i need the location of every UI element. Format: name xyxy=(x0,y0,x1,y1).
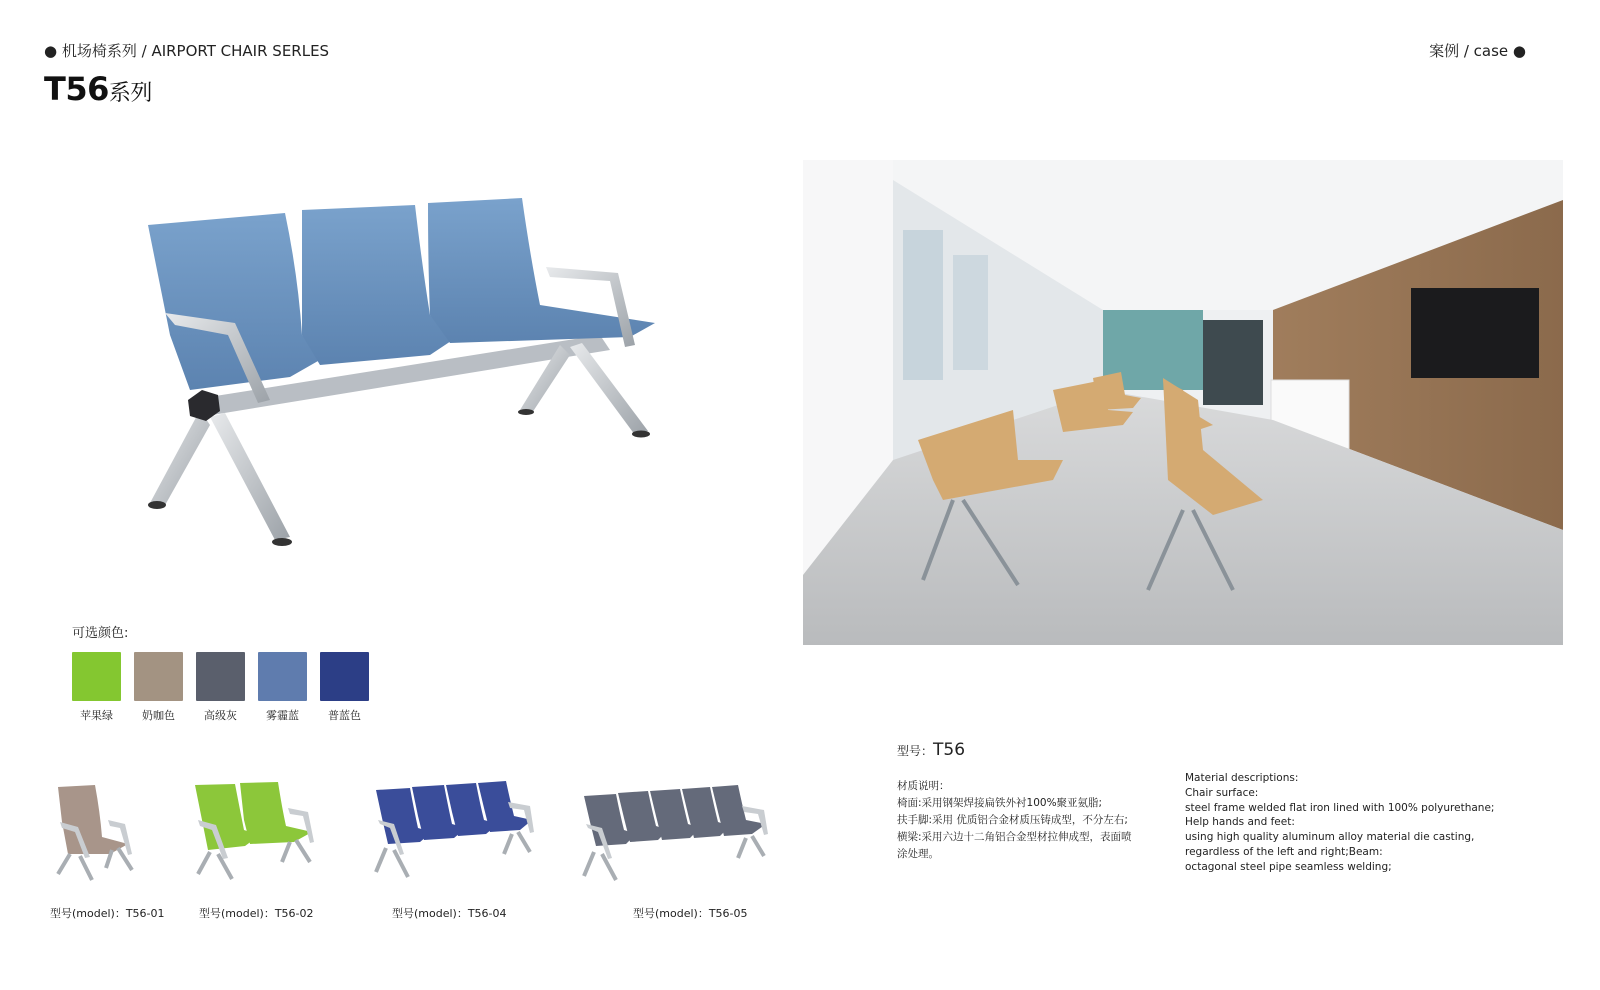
chair-4-seat-illustration xyxy=(372,778,542,878)
model-block xyxy=(897,740,965,760)
spec-cn-line: 椅面:采用钢架焊接扁铁外衬100%聚亚氨脂; xyxy=(897,797,1103,809)
color-swatch xyxy=(72,652,121,723)
case-label: 案例 / case ● xyxy=(1429,42,1526,60)
model-value: T56 xyxy=(933,740,966,760)
color-name: 苹果绿 xyxy=(80,709,113,722)
spec-en-line: using high quality aluminum alloy material die casting, xyxy=(1185,831,1475,844)
variant-label: 型号(model)：T56-02 xyxy=(199,907,314,920)
color-name: 奶咖色 xyxy=(142,709,175,722)
color-chip xyxy=(196,652,245,701)
chair-5-seat-illustration xyxy=(580,782,775,882)
spec-cn-line: 扶手脚:采用 优质铝合金材质压铸成型，不分左右; xyxy=(897,814,1128,826)
spec-en-line: Help hands and feet: xyxy=(1185,816,1295,829)
color-chip xyxy=(320,652,369,701)
model-label: 型号： xyxy=(897,744,934,758)
color-chip xyxy=(134,652,183,701)
color-name: 雾霾蓝 xyxy=(266,709,299,722)
color-chip xyxy=(258,652,307,701)
color-chip xyxy=(72,652,121,701)
spec-en-line: octagonal steel pipe seamless welding; xyxy=(1185,860,1392,873)
page-title xyxy=(44,70,152,108)
chair-2-seat-illustration xyxy=(190,780,320,880)
chair-1-seat-illustration xyxy=(50,782,140,882)
variant-t56-05 xyxy=(580,782,775,882)
spec-cn-line: 涂处理。 xyxy=(897,848,939,860)
case-photo xyxy=(803,160,1563,645)
variant-t56-02 xyxy=(190,780,320,880)
title-main: T56 xyxy=(44,70,109,108)
color-swatch xyxy=(196,652,245,723)
variant-label: 型号(model)：T56-05 xyxy=(633,907,748,920)
variant-t56-01 xyxy=(50,782,140,882)
variant-label: 型号(model)：T56-01 xyxy=(50,907,165,920)
color-swatches xyxy=(72,652,369,723)
color-name: 普蓝色 xyxy=(328,709,361,722)
spec-en-line: Material descriptions: xyxy=(1185,772,1299,784)
spec-en-line: steel frame welded flat iron lined with 100% polyurethane; xyxy=(1185,801,1495,814)
colors-label: 可选颜色: xyxy=(72,626,129,641)
color-swatch xyxy=(134,652,183,723)
series-label: ● 机场椅系列 / AIRPORT CHAIR SERLES xyxy=(44,42,330,60)
variant-label: 型号(model)：T56-04 xyxy=(392,907,507,920)
color-name: 高级灰 xyxy=(204,709,237,722)
spec-cn-title: 材质说明： xyxy=(897,780,950,792)
material-spec-cn xyxy=(897,778,1137,863)
hero-chair-illustration xyxy=(130,185,690,565)
title-suffix: 系列 xyxy=(108,81,152,106)
color-swatch xyxy=(258,652,307,723)
hero-chair-image xyxy=(130,185,690,565)
spec-cn-line: 横梁:采用六边十二角铝合金型材拉伸成型，表面喷 xyxy=(897,831,1132,843)
material-spec-en xyxy=(1185,771,1525,875)
spec-en-line: Chair surface: xyxy=(1185,786,1259,799)
spec-en-line: regardless of the left and right;Beam: xyxy=(1185,845,1383,858)
waiting-hall-illustration xyxy=(803,160,1563,645)
variant-t56-04 xyxy=(372,778,542,878)
color-swatch xyxy=(320,652,369,723)
